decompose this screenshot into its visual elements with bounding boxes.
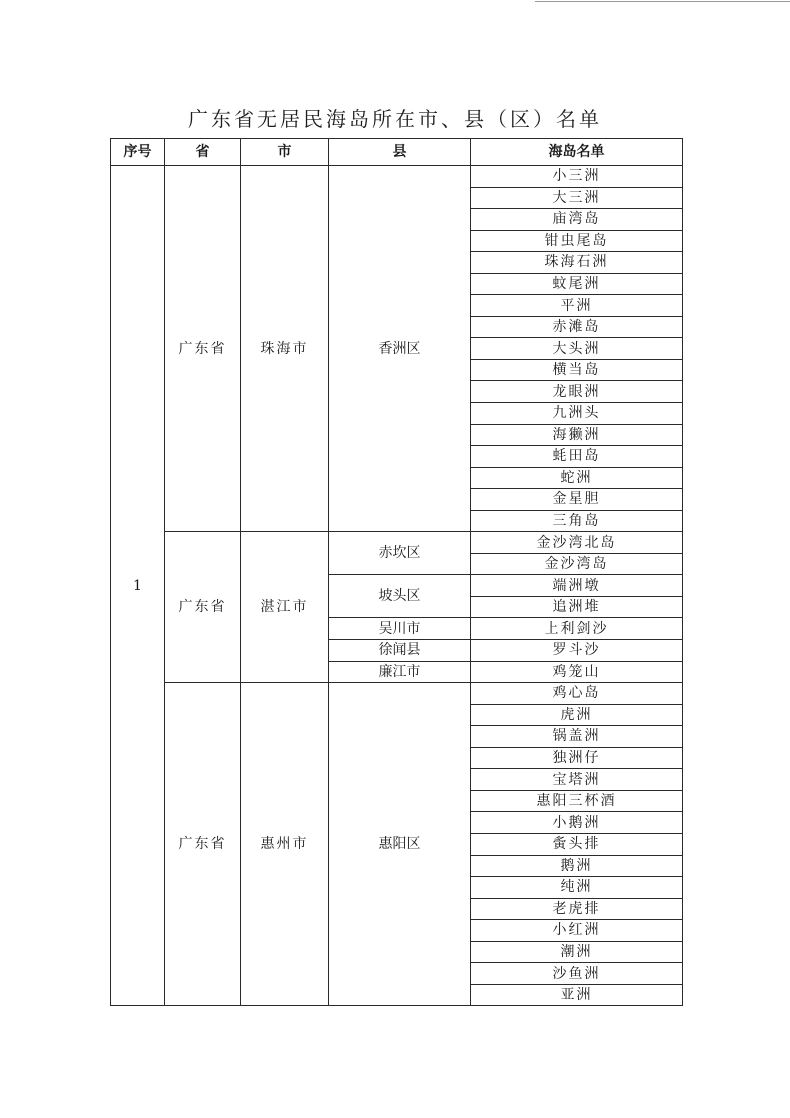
island-list-table bbox=[110, 138, 683, 1006]
top-edge-rule bbox=[535, 1, 790, 2]
island-name-cell: 沙鱼洲 bbox=[471, 963, 683, 985]
island-name-cell: 潮洲 bbox=[471, 941, 683, 963]
island-name-cell: 纯洲 bbox=[471, 877, 683, 899]
island-name-cell: 九洲头 bbox=[471, 403, 683, 425]
header-islands: 海岛名单 bbox=[471, 139, 683, 166]
city-cell: 惠州市 bbox=[241, 683, 329, 1006]
island-name-cell: 鸡心岛 bbox=[471, 683, 683, 705]
island-name-cell: 宝塔洲 bbox=[471, 769, 683, 791]
island-name-cell: 虎洲 bbox=[471, 704, 683, 726]
county-cell: 惠阳区 bbox=[329, 683, 471, 1006]
island-name-cell: 老虎排 bbox=[471, 898, 683, 920]
island-name-cell: 小三洲 bbox=[471, 166, 683, 188]
island-name-cell: 金沙湾北岛 bbox=[471, 532, 683, 554]
header-seq: 序号 bbox=[111, 139, 165, 166]
city-cell: 珠海市 bbox=[241, 166, 329, 532]
island-name-cell: 鸡笼山 bbox=[471, 661, 683, 683]
page-title: 广东省无居民海岛所在市、县（区）名单 bbox=[188, 107, 602, 131]
island-name-cell: 蚝田岛 bbox=[471, 446, 683, 468]
island-name-cell: 罗斗沙 bbox=[471, 640, 683, 662]
island-name-cell: 金星胆 bbox=[471, 489, 683, 511]
city-cell: 湛江市 bbox=[241, 532, 329, 683]
island-name-cell: 横当岛 bbox=[471, 359, 683, 381]
header-county: 县 bbox=[329, 139, 471, 166]
island-name-cell: 平洲 bbox=[471, 295, 683, 317]
county-cell: 廉江市 bbox=[329, 661, 471, 683]
island-name-cell: 亚洲 bbox=[471, 984, 683, 1006]
table-row bbox=[111, 683, 683, 705]
island-name-cell: 珠海石洲 bbox=[471, 252, 683, 274]
table-row bbox=[111, 532, 683, 554]
island-name-cell: 赤滩岛 bbox=[471, 316, 683, 338]
county-cell: 吴川市 bbox=[329, 618, 471, 640]
table-row bbox=[111, 166, 683, 188]
island-name-cell: 三角岛 bbox=[471, 510, 683, 532]
header-city: 市 bbox=[241, 139, 329, 166]
island-name-cell: 追洲堆 bbox=[471, 596, 683, 618]
island-name-cell: 蛇洲 bbox=[471, 467, 683, 489]
county-cell: 徐闻县 bbox=[329, 640, 471, 662]
island-name-cell: 龙眼洲 bbox=[471, 381, 683, 403]
island-name-cell: 蚊尾洲 bbox=[471, 273, 683, 295]
header-province: 省 bbox=[165, 139, 241, 166]
island-name-cell: 大三洲 bbox=[471, 187, 683, 209]
island-name-cell: 惠阳三杯酒 bbox=[471, 790, 683, 812]
island-name-cell: 金沙湾岛 bbox=[471, 553, 683, 575]
island-name-cell: 小鹅洲 bbox=[471, 812, 683, 834]
island-name-cell: 独洲仔 bbox=[471, 747, 683, 769]
island-name-cell: 夤头排 bbox=[471, 833, 683, 855]
county-cell: 坡头区 bbox=[329, 575, 471, 618]
island-name-cell: 小红洲 bbox=[471, 920, 683, 942]
island-name-cell: 上利剑沙 bbox=[471, 618, 683, 640]
seq-cell: 1 bbox=[111, 166, 165, 1006]
province-cell: 广东省 bbox=[165, 166, 241, 532]
island-name-cell: 钳虫尾岛 bbox=[471, 230, 683, 252]
county-cell: 香洲区 bbox=[329, 166, 471, 532]
island-name-cell: 鹅洲 bbox=[471, 855, 683, 877]
table-header-row bbox=[111, 139, 683, 166]
island-name-cell: 庙湾岛 bbox=[471, 209, 683, 231]
province-cell: 广东省 bbox=[165, 683, 241, 1006]
table-body bbox=[111, 166, 683, 1006]
island-name-cell: 端洲墩 bbox=[471, 575, 683, 597]
province-cell: 广东省 bbox=[165, 532, 241, 683]
island-name-cell: 海獭洲 bbox=[471, 424, 683, 446]
island-name-cell: 锅盖洲 bbox=[471, 726, 683, 748]
island-name-cell: 大头洲 bbox=[471, 338, 683, 360]
county-cell: 赤坎区 bbox=[329, 532, 471, 575]
